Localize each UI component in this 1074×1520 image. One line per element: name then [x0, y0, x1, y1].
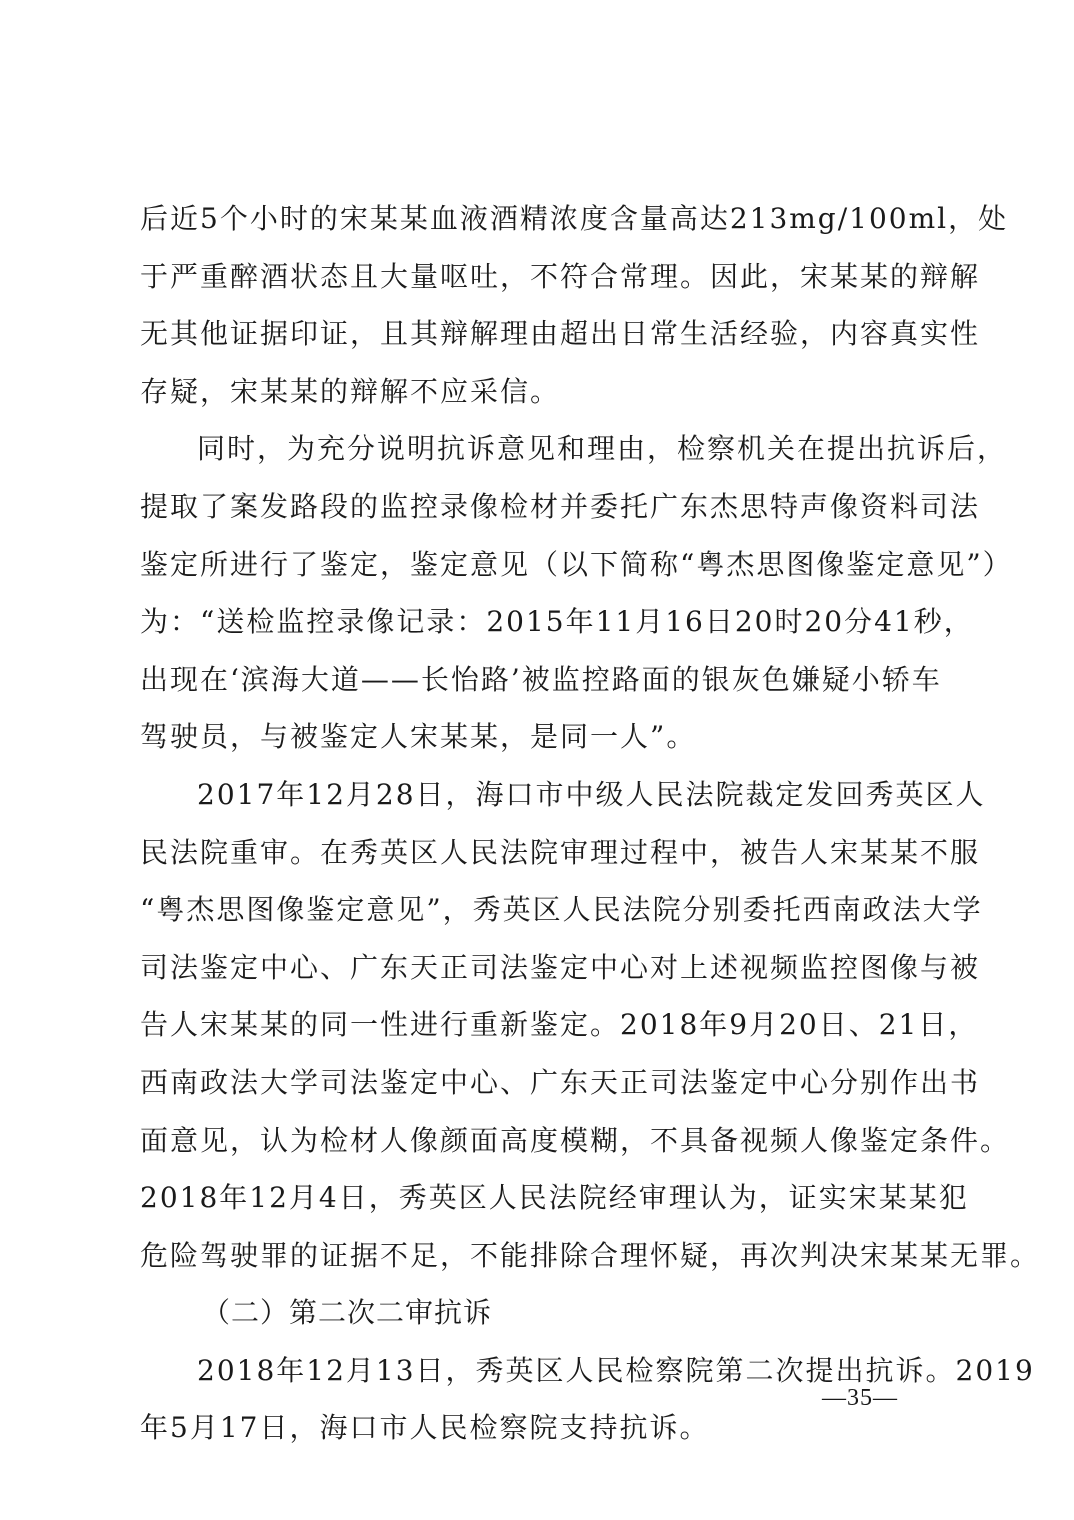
text-line: 西南政法大学司法鉴定中心、广东天正司法鉴定中心分别作出书	[140, 1065, 981, 1099]
text-line: 无其他证据印证，且其辩解理由超出日常生活经验，内容真实性	[140, 317, 981, 351]
text-line: “粤杰思图像鉴定意见”，秀英区人民法院分别委托西南政法大学	[140, 893, 983, 927]
page-number: —35—	[822, 1385, 898, 1411]
paragraph-first-line: 2018年12月13日，秀英区人民检察院第二次提出抗诉。2019	[197, 1353, 1035, 1387]
text-line: 为：“送检监控录像记录：2015年11月16日20时20分41秒，	[140, 605, 974, 639]
section-heading: （二）第二次二审抗诉	[202, 1296, 493, 1330]
text-line: 2018年12月4日，秀英区人民法院经审理认为，证实宋某某犯	[140, 1181, 969, 1215]
text-line: 危险驾驶罪的证据不足，不能排除合理怀疑，再次判决宋某某无罪。	[140, 1238, 1041, 1272]
text-line: 司法鉴定中心、广东天正司法鉴定中心对上述视频监控图像与被	[140, 950, 981, 984]
text-line: 后近5个小时的宋某某血液酒精浓度含量高达213mg/100ml，处	[140, 202, 1009, 235]
text-line: 提取了案发路段的监控录像检材并委托广东杰思特声像资料司法	[140, 489, 981, 523]
text-line: 于严重醉酒状态且大量呕吐，不符合常理。因此，宋某某的辩解	[140, 259, 981, 293]
text-line: 驾驶员，与被鉴定人宋某某，是同一人”。	[140, 720, 697, 754]
text-line: 出现在‘滨海大道——长怡路’被监控路面的银灰色嫌疑小轿车	[140, 662, 942, 696]
text-line: 鉴定所进行了鉴定，鉴定意见（以下简称“粤杰思图像鉴定意见”）	[140, 547, 1013, 581]
text-line: 面意见，认为检材人像颜面高度模糊，不具备视频人像鉴定条件。	[140, 1123, 1011, 1157]
paragraph-first-line: 同时，为充分说明抗诉意见和理由，检察机关在提出抗诉后，	[197, 432, 1008, 466]
body-text	[140, 190, 1041, 1457]
text-line: 年5月17日，海口市人民检察院支持抗诉。	[140, 1411, 710, 1445]
text-line: 告人宋某某的同一性进行重新鉴定。2018年9月20日、21日，	[140, 1008, 979, 1042]
text-line: 民法院重审。在秀英区人民法院审理过程中，被告人宋某某不服	[140, 835, 981, 869]
text-line: 存疑，宋某某的辩解不应采信。	[140, 374, 561, 408]
paragraph-first-line: 2017年12月28日，海口市中级人民法院裁定发回秀英区人	[197, 777, 986, 811]
